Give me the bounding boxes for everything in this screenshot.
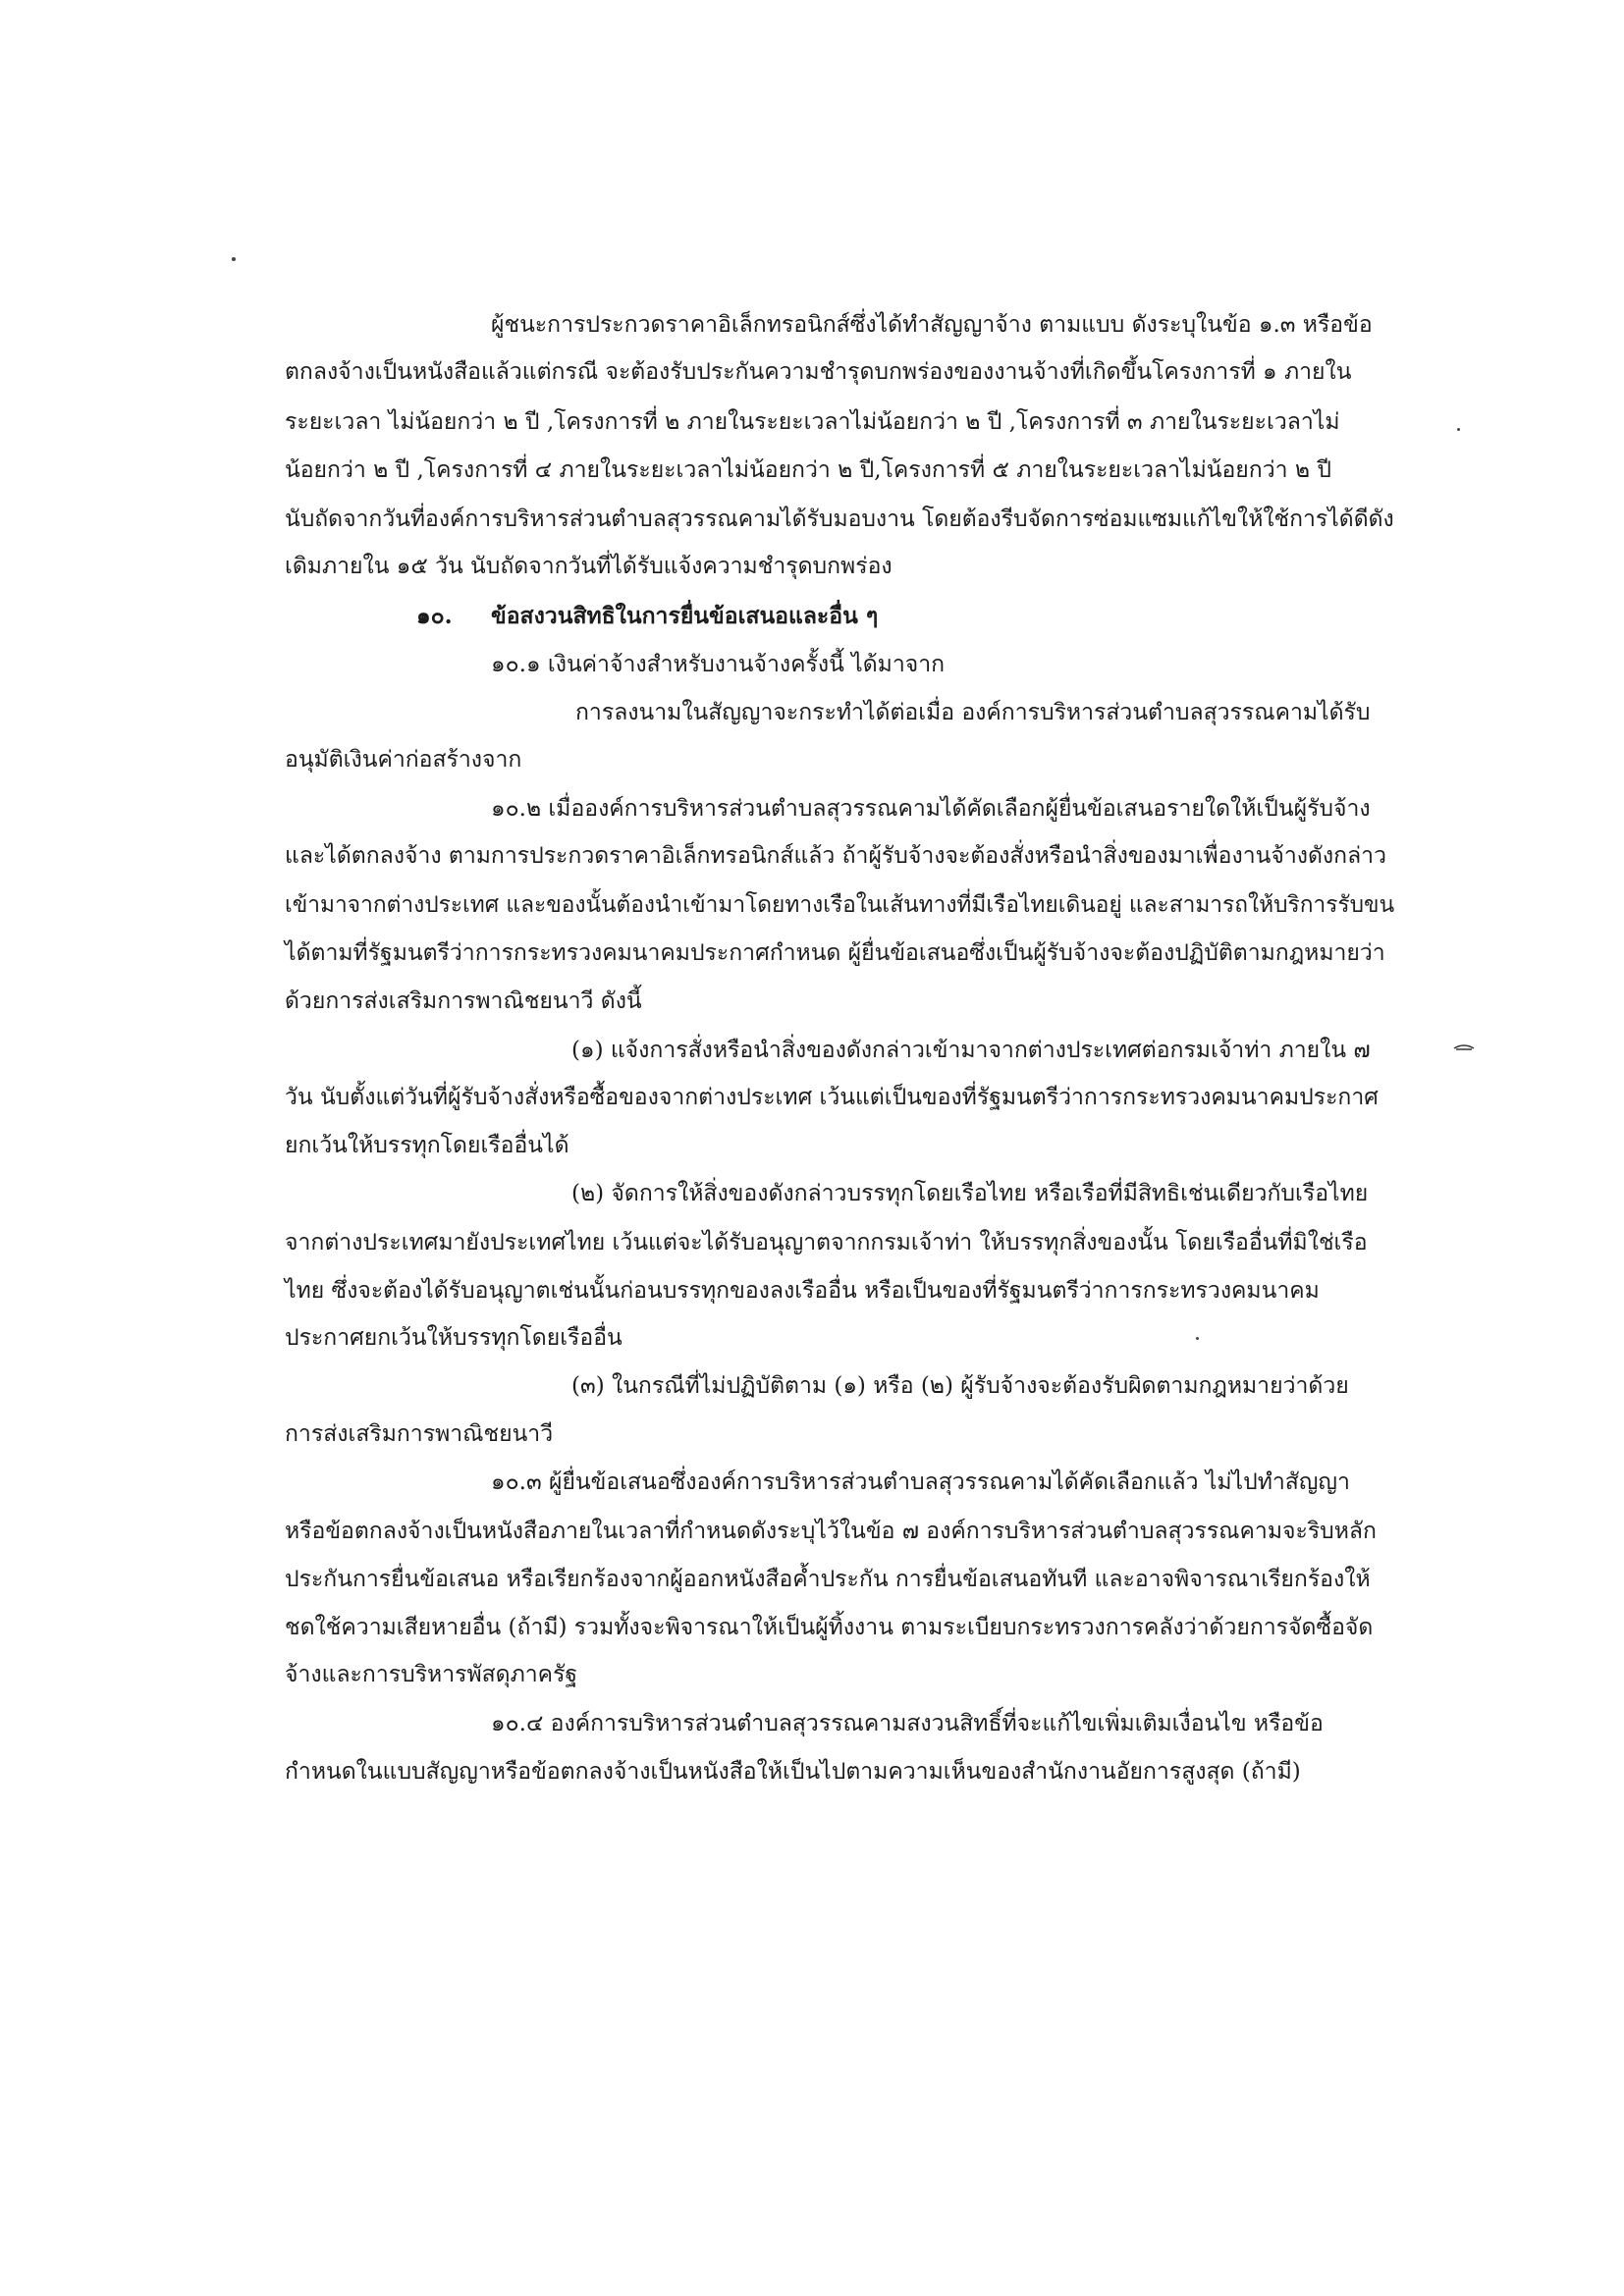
section-title: ข้อสงวนสิทธิในการยื่นข้อเสนอและอื่น ๆ [491, 603, 879, 629]
text-line: การลงนามในสัญญาจะกระทำได้ต่อเมื่อ องค์การบริหารส่วนตำบลสุวรรณคามได้รับ [575, 700, 1371, 725]
text-line: วัน นับตั้งแต่วันที่ผู้รับจ้างสั่งหรือซื้อของจากต่างประเทศ เว้นแต่เป็นของที่รัฐมนตรีว่าการกระทรวงคมนาคมประกาศ [285, 1085, 1379, 1110]
text-line: ผู้ชนะการประกวดราคาอิเล็กทรอนิกส์ซึ่งได้ทำสัญญาจ้าง ตามแบบ ดังระบุในข้อ ๑.๓ หรือข้อ [491, 312, 1373, 338]
margin-mark-icon [1453, 1042, 1475, 1052]
text-line: จ้างและการบริหารพัสดุภาครัฐ [285, 1662, 578, 1687]
text-line: ๑๐.๔ องค์การบริหารส่วนตำบลสุวรรณคามสงวนสิทธิ์ที่จะแก้ไขเพิ่มเติมเงื่อนไข หรือข้อ [491, 1711, 1324, 1736]
text-line: และได้ตกลงจ้าง ตามการประกวดราคาอิเล็กทรอนิกส์แล้ว ถ้าผู้รับจ้างจะต้องสั่งหรือนำสิ่งของมาเพื่องานจ้างดังกล่าว [285, 843, 1387, 869]
text-line: ด้วยการส่งเสริมการพาณิชยนาวี ดังนี้ [285, 988, 642, 1014]
text-line: ประกาศยกเว้นให้บรรทุกโดยเรืออื่น [285, 1325, 623, 1351]
text-line: ประกันการยื่นข้อเสนอ หรือเรียกร้องจากผู้ออกหนังสือค้ำประกัน การยื่นข้อเสนอทันที และอาจพิจารณาเรียกร้องให้ [285, 1567, 1371, 1592]
text-line: น้อยกว่า ๒ ปี ,โครงการที่ ๔ ภายในระยะเวลาไม่น้อยกว่า ๒ ปี,โครงการที่ ๕ ภายในระยะเวลาไม่น้อยกว่า ๒ ปี [285, 457, 1331, 483]
text-line: ไทย ซึ่งจะต้องได้รับอนุญาตเช่นนั้นก่อนบรรทุกของลงเรืออื่น หรือเป็นของที่รัฐมนตรีว่าการกระทรวงคมนาคม [285, 1278, 1320, 1304]
text-line: จากต่างประเทศมายังประเทศไทย เว้นแต่จะได้รับอนุญาตจากกรมเจ้าท่า ให้บรรทุกสิ่งของนั้น โดยเรืออื่นที่มิใช่เรือ [285, 1230, 1368, 1255]
text-line: การส่งเสริมการพาณิชยนาวี [285, 1421, 554, 1447]
text-line: ตกลงจ้างเป็นหนังสือแล้วแต่กรณี จะต้องรับประกันความชำรุดบกพร่องของงานจ้างที่เกิดขึ้นโครงการที่ ๑ ภายใน [285, 359, 1352, 385]
scan-speck [1196, 1337, 1199, 1340]
text-line: ระยะเวลา ไม่น้อยกว่า ๒ ปี ,โครงการที่ ๒ ภายในระยะเวลาไม่น้อยกว่า ๒ ปี ,โครงการที่ ๓ ภายในระยะเวลาไม่ [285, 409, 1340, 435]
text-line: (๒) จัดการให้สิ่งของดังกล่าวบรรทุกโดยเรือไทย หรือเรือที่มีสิทธิเช่นเดียวกับเรือไทย [571, 1181, 1369, 1206]
text-line: ๑๐.๓ ผู้ยื่นข้อเสนอซึ่งองค์การบริหารส่วนตำบลสุวรรณคามได้คัดเลือกแล้ว ไม่ไปทำสัญญา [491, 1469, 1350, 1495]
text-line: เดิมภายใน ๑๕ วัน นับถัดจากวันที่ได้รับแจ้งความชำรุดบกพร่อง [285, 554, 893, 579]
text-line: ยกเว้นให้บรรทุกโดยเรืออื่นได้ [285, 1133, 569, 1158]
text-line: ได้ตามที่รัฐมนตรีว่าการกระทรวงคมนาคมประกาศกำหนด ผู้ยื่นข้อเสนอซึ่งเป็นผู้รับจ้างจะต้องปฏิบัติตามกฎหมายว่า [285, 940, 1385, 966]
scan-speck [1457, 428, 1460, 431]
text-line: หรือข้อตกลงจ้างเป็นหนังสือภายในเวลาที่กำหนดดังระบุไว้ในข้อ ๗ องค์การบริหารส่วนตำบลสุวรรณคามจะริบหลัก [285, 1519, 1377, 1544]
section-number: ๑๐. [416, 603, 453, 629]
text-line: (๑) แจ้งการสั่งหรือนำสิ่งของดังกล่าวเข้ามาจากต่างประเทศต่อกรมเจ้าท่า ภายใน ๗ [571, 1038, 1371, 1063]
text-line: เข้ามาจากต่างประเทศ และของนั้นต้องนำเข้ามาโดยทางเรือในเส้นทางที่มีเรือไทยเดินอยู่ และสามารถให้บริการรับขน [285, 892, 1395, 918]
text-line: ๑๐.๒ เมื่อองค์การบริหารส่วนตำบลสุวรรณคามได้คัดเลือกผู้ยื่นข้อเสนอรายใดให้เป็นผู้รับจ้าง [491, 796, 1371, 822]
text-line: กำหนดในแบบสัญญาหรือข้อตกลงจ้างเป็นหนังสือให้เป็นไปตามความเห็นของสำนักงานอัยการสูงสุด (ถ้ามี) [285, 1759, 1301, 1785]
text-line: นับถัดจากวันที่องค์การบริหารส่วนตำบลสุวรรณคามได้รับมอบงาน โดยต้องรีบจัดการซ่อมแซมแก้ไขให้ใช้การได้ดีดัง [285, 507, 1394, 532]
text-line: อนุมัติเงินค่าก่อสร้างจาก [285, 747, 522, 773]
scan-speck [232, 257, 236, 261]
text-line: ชดใช้ความเสียหายอื่น (ถ้ามี) รวมทั้งจะพิจารณาให้เป็นผู้ทิ้งงาน ตามระเบียบกระทรวงการคลังว่าด้วยการจัดซื้อจัด [285, 1615, 1374, 1640]
text-line: ๑๐.๑ เงินค่าจ้างสำหรับงานจ้างครั้งนี้ ได้มาจาก [491, 652, 946, 677]
text-line: (๓) ในกรณีที่ไม่ปฏิบัติตาม (๑) หรือ (๒) ผู้รับจ้างจะต้องรับผิดตามกฎหมายว่าด้วย [571, 1373, 1349, 1399]
